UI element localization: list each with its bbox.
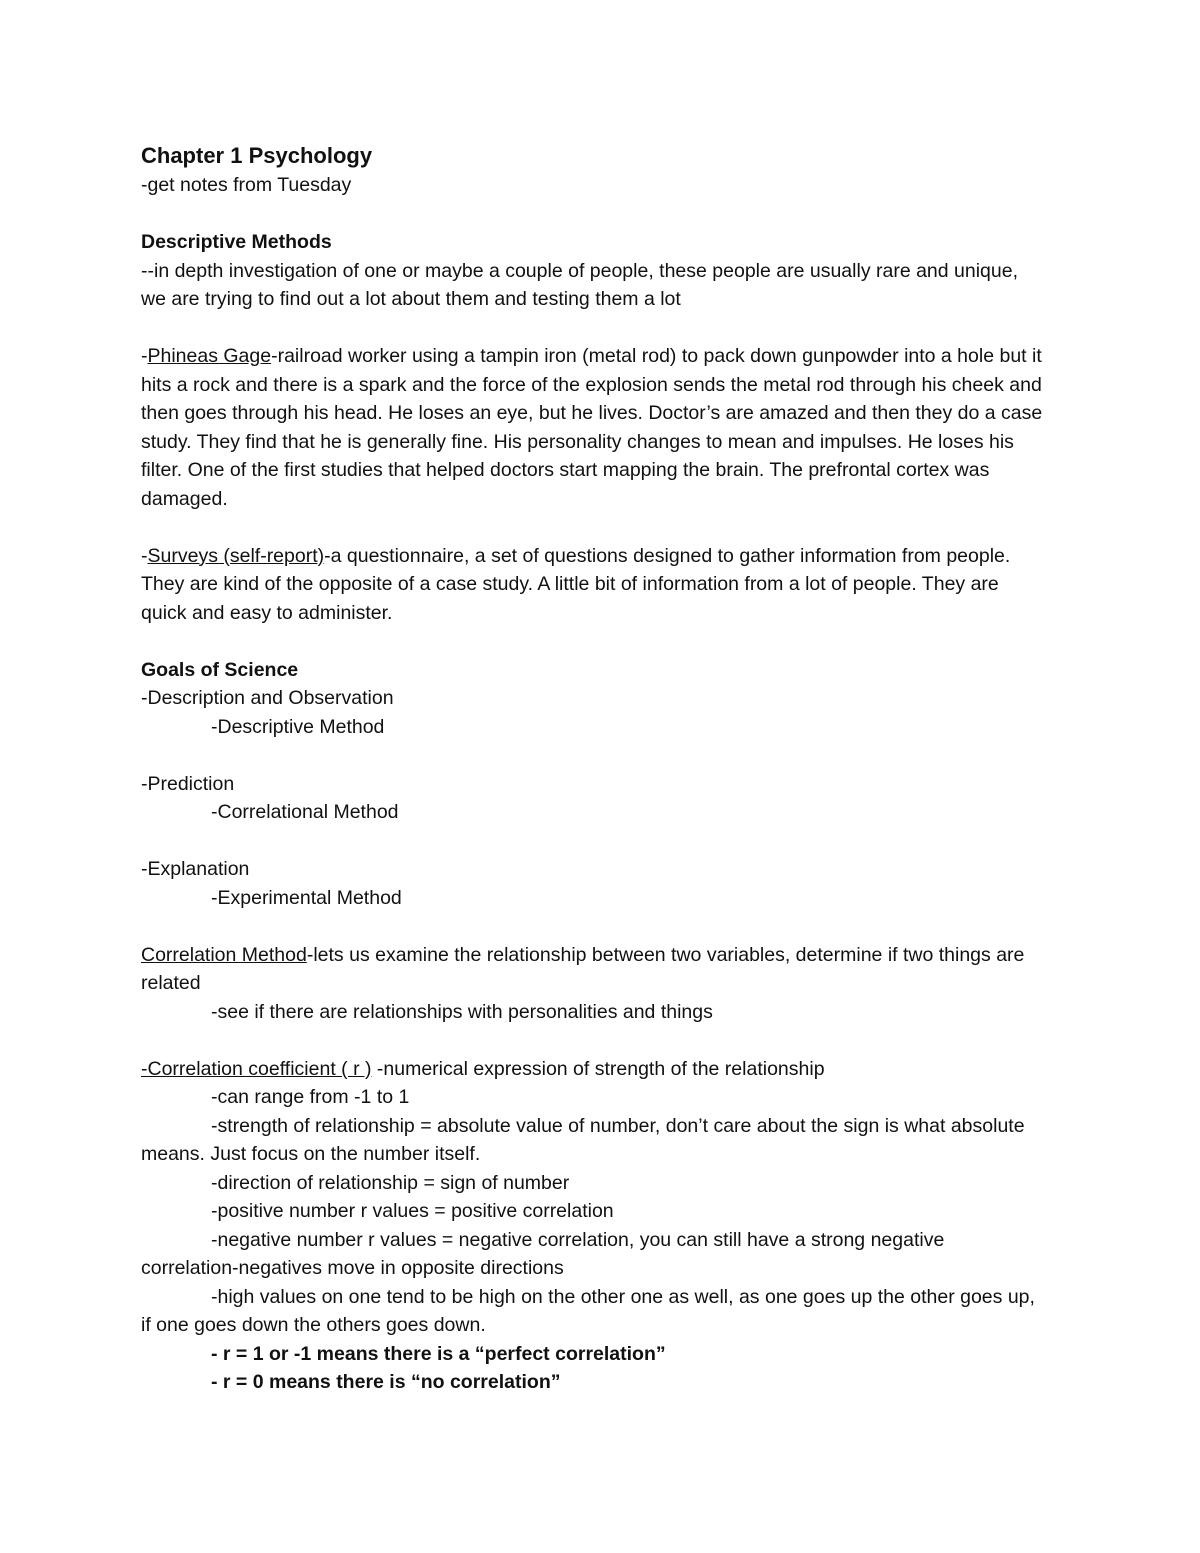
coefficient-point: -positive number r values = positive correlation (211, 1200, 614, 1222)
goal-item: -Description and Observation (141, 687, 394, 709)
goal-item: -Prediction (141, 772, 235, 795)
coefficient-bold-point: - r = 1 or -1 means there is a “perfect correlation” (211, 1342, 666, 1365)
correlation-method-subitem: -see if there are relationships with personalities and things (211, 1000, 713, 1023)
phineas-gage-paragraph (141, 342, 1046, 513)
goal-subitem: -Descriptive Method (211, 715, 385, 738)
correlation-coefficient-term: -Correlation coefficient ( r ) (141, 1057, 372, 1080)
descriptive-intro: --in depth investigation of one or maybe a couple of people, these people are usually rare and unique, we are trying to find out a lot about them and testing them a lot (141, 259, 1019, 310)
dash: - (141, 544, 148, 567)
heading-descriptive-methods: Descriptive Methods (141, 231, 332, 253)
spacer (141, 912, 1046, 941)
document-page (141, 141, 1046, 1397)
spacer (141, 314, 1046, 343)
coefficient-point: -direction of relationship = sign of number (211, 1171, 570, 1194)
surveys-text: -a questionnaire, a set of questions designed to gather information from people. They are kind of the opposite of a case study. A little bit of information from a lot of people. They are quick and easy to administer. (141, 544, 1011, 624)
note-line: -get notes from Tuesday (141, 174, 352, 196)
correlation-coefficient-text: -numerical expression of strength of the relationship (371, 1057, 825, 1080)
spacer (141, 513, 1046, 542)
phineas-gage-text: -railroad worker using a tampin iron (metal rod) to pack down gunpowder into a hole but it hits a rock and there is a spark and the force of the explosion sends the metal rod through his cheek and then goes through his head. He loses an eye, but he lives. Doctor’s are amazed and then they do a case study. They find that he is generally fine. His personality changes to mean and impulses. He loses his filter. One of the first studies that helped doctors start mapping the brain. The prefrontal cortex was damaged. (141, 345, 1043, 510)
correlation-method-paragraph (141, 941, 1046, 998)
correlation-coefficient-paragraph (141, 1055, 1046, 1084)
dash: - (141, 345, 148, 367)
correlation-method-term: Correlation Method (141, 943, 307, 966)
spacer (141, 1026, 1046, 1055)
phineas-gage-term: Phineas Gage (147, 345, 272, 367)
coefficient-point: -can range from -1 to 1 (211, 1086, 410, 1108)
document-title: Chapter 1 Psychology (141, 143, 373, 168)
heading-goals-of-science: Goals of Science (141, 658, 299, 681)
coefficient-point: -strength of relationship = absolute value of number, don’t care about the sign is what absolute means. Just focus on the number itself. (141, 1114, 1025, 1165)
surveys-term: Surveys (self-report) (147, 544, 325, 567)
surveys-paragraph (141, 542, 1046, 628)
goal-subitem: -Correlational Method (211, 801, 399, 823)
correlation-method-text: -lets us examine the relationship between two variables, determine if two things are related (141, 943, 1025, 994)
spacer (141, 200, 1046, 229)
coefficient-point: -high values on one tend to be high on the other one as well, as one goes up the other goes up, if one goes down the others goes down. (141, 1285, 1035, 1336)
coefficient-point: -negative number r values = negative correlation, you can still have a strong negative correlation-negatives move in opposite directions (141, 1228, 945, 1279)
spacer (141, 741, 1046, 770)
spacer (141, 627, 1046, 656)
goal-item: -Explanation (141, 858, 250, 880)
spacer (141, 827, 1046, 856)
coefficient-bold-point: - r = 0 means there is “no correlation” (211, 1371, 561, 1393)
goal-subitem: -Experimental Method (211, 886, 402, 909)
